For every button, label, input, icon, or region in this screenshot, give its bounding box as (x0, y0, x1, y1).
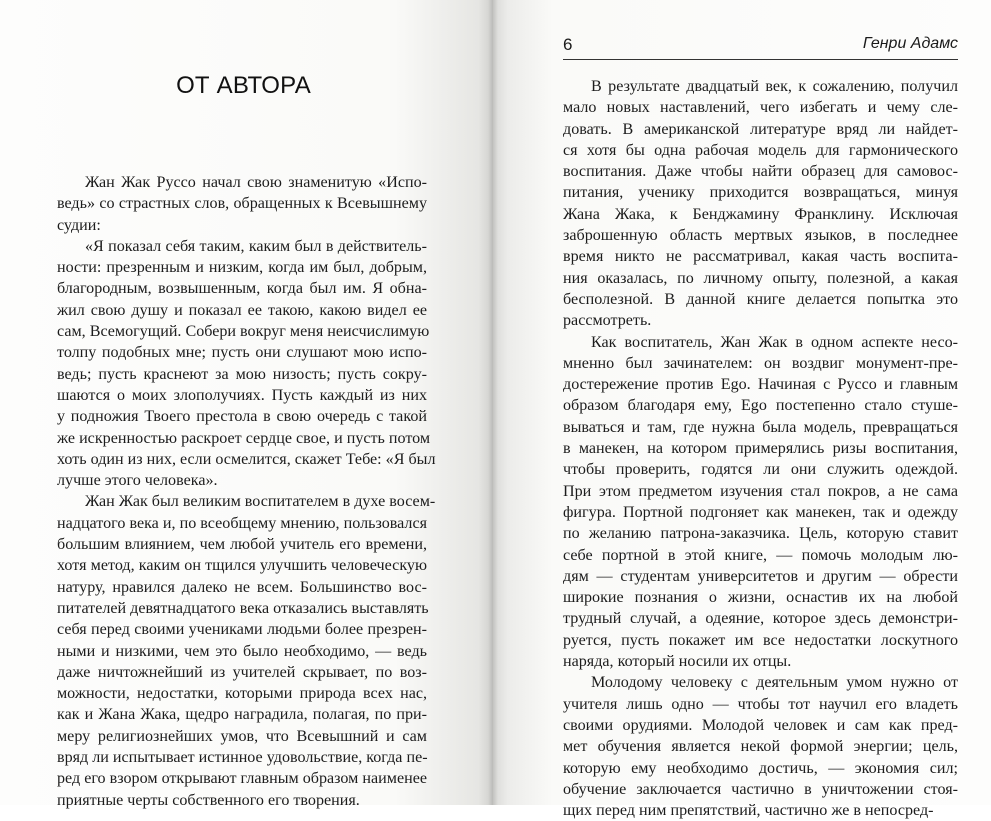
text-line: жил свою душу и показал ее такою, какою видел ее (57, 301, 427, 319)
text-line: даже ничтожнейший из учителей скрывает, по воз- (57, 663, 427, 681)
text-line: ности: презренным и низким, когда им был, добрым, (57, 259, 427, 277)
text-line: приятные черты собственного его творения. (57, 791, 360, 809)
text-line: мненно был зачинателем: он воздвиг монумент-пре- (563, 354, 958, 372)
text-line: наряда, который носили их отцы. (563, 653, 792, 671)
paragraph (57, 236, 436, 492)
text-line: меру религиознейших умов, что Всевышний и сам (57, 727, 427, 745)
text-line: сам, Всемогущий. Собери вокруг меня неисчислимую (57, 323, 430, 341)
text-line: При этом предметом изучения стал покров, а не сама (563, 482, 958, 500)
text-line: ными и низкими, чем это было необходимо, — ведь (57, 642, 427, 660)
text-line: время никто не рассматривал, какая часть воспита- (563, 248, 958, 266)
text-line: бесполезной. В данной книге делается попытка это (563, 290, 958, 308)
text-line: натуру, нравился далеко не всем. Большинство вос- (57, 578, 427, 596)
text-line: как и Жана Жака, щедро наградила, полагая, по при- (57, 706, 427, 724)
paragraph (563, 76, 958, 332)
text-line: же искренностью раскроет сердце свое, и пусть потом (57, 429, 431, 447)
text-line: судии: (57, 216, 101, 234)
text-line: мет обучения является некой формой энергии; цель, (563, 738, 958, 756)
paragraph (563, 672, 958, 821)
left-page-body (57, 172, 436, 811)
text-line: ния оказалась, по личному опыту, полезной, а какая (563, 269, 958, 287)
text-line: благородным, возвышенным, когда был им. Я обна- (57, 280, 427, 298)
text-line: хоть один из них, если осмелится, скажет Тебе: «Я был (57, 450, 436, 468)
text-line: ред его взором открывают главным образом наименее (57, 770, 427, 788)
text-line: толпу подобных мне; пусть они слушают мою испо- (57, 344, 427, 362)
text-line: дям — студентам университетов и другим — обрести (563, 567, 958, 585)
page-number: 6 (563, 35, 573, 54)
text-line: довать. В американской литературе вряд ли найдет- (563, 120, 958, 138)
text-line: хотя метод, каким он тщился улучшить человеческую (57, 557, 427, 575)
text-line: вряд ли испытывает истинное удовольствие, когда пе- (57, 749, 428, 767)
right-page-body (563, 76, 958, 821)
text-line: лучше этого человека». (57, 472, 218, 490)
book-gutter (488, 0, 498, 805)
text-line: Молодому человеку с деятельным умом нужно от (591, 674, 958, 692)
text-line: трудный случай, а одеяние, которое здесь демонстри- (563, 610, 958, 628)
text-line: шаются о моих злополучиях. Пусть каждый из них (57, 386, 427, 404)
text-line: обучение заключается частично в уничтожении стоя- (563, 780, 958, 798)
text-line: Жан Жак Руссо начал свою знаменитую «Испо- (85, 174, 427, 191)
text-line: которую ему необходимо достичь, — экономия сил; (563, 759, 958, 777)
text-line: воспитания. Даже чтобы найти образец для самовос- (563, 163, 958, 181)
text-line: рассмотреть. (563, 312, 652, 330)
text-line: питателей девятнадцатого века отказались выставлять (57, 599, 429, 617)
text-line: вываться и там, где нужна была модель, превращаться (563, 418, 958, 436)
text-line: широкие познания о жизни, оснастив их на любой (563, 589, 958, 607)
text-line: в манекен, на котором примерялись ризы воспитания, (563, 440, 958, 458)
text-line: питания, ученику приходится возвращаться, минуя (563, 184, 958, 202)
text-line: достережение против Ego. Начиная с Руссо и главным (563, 376, 958, 394)
text-line: заброшенную область мертвых языков, в последнее (563, 227, 958, 245)
left-page (0, 0, 493, 809)
text-line: чтобы проверить, годятся ли они служить одеждой. (563, 461, 958, 479)
text-line: руется, пусть покажет им все недостатки лоскутного (563, 631, 958, 649)
text-line: ведь» со страстных слов, обращенных к Всевышнему (57, 195, 427, 213)
paragraph (563, 332, 958, 673)
text-line: надцатого века и, по всеобщему мнению, пользовался (57, 514, 427, 532)
text-line: «Я показал себя таким, каким был в действитель- (85, 237, 427, 255)
text-line: ся хотя бы одна рабочая модель для гармонического (563, 141, 958, 159)
running-head (563, 33, 958, 60)
text-line: образом благодаря ему, Ego постепенно стало стуше- (563, 397, 958, 415)
text-line: мало новых наставлений, чего избегать и чему сле- (563, 99, 958, 117)
text-line: фигура. Портной подгоняет как манекен, так и одежду (563, 503, 958, 521)
paragraph (57, 172, 427, 236)
text-line: себе портной в этой книге, — помочь молодым лю- (563, 546, 958, 564)
text-line: В результате двадцатый век, к сожалению, получил (591, 78, 958, 95)
paragraph (57, 491, 436, 810)
text-line: себя перед своими учениками людьми более презрен- (57, 621, 427, 639)
chapter-title: ОТ АВТОРА (176, 72, 311, 99)
text-line: Жан Жак был великим воспитателем в духе восем- (85, 493, 436, 511)
text-line: у подножия Твоего престола в свою очередь с такой (57, 408, 427, 426)
text-line: учителя лишь одно — чтобы тот научил его владеть (563, 695, 958, 713)
text-line: большим влиянием, чем любой учитель его времени, (57, 536, 427, 554)
text-line: своими орудиями. Молодой человек и сам как пред- (563, 716, 958, 734)
text-line: по желанию патрона-заказчика. Цель, которую ставит (563, 525, 958, 543)
running-head-author: Генри Адамс (862, 35, 958, 52)
text-line: Как воспитатель, Жан Жак в одном аспекте несо- (591, 333, 958, 351)
text-line: щих перед ним препятствий, частично же в непосред- (563, 802, 934, 820)
text-line: ведь; пусть краснеют за мою низость; пусть сокру- (57, 365, 427, 383)
text-line: можности, недостатки, которыми природа всех нас, (57, 685, 427, 703)
text-line: Жана Жака, к Бенджамину Франклину. Исключая (563, 205, 958, 223)
